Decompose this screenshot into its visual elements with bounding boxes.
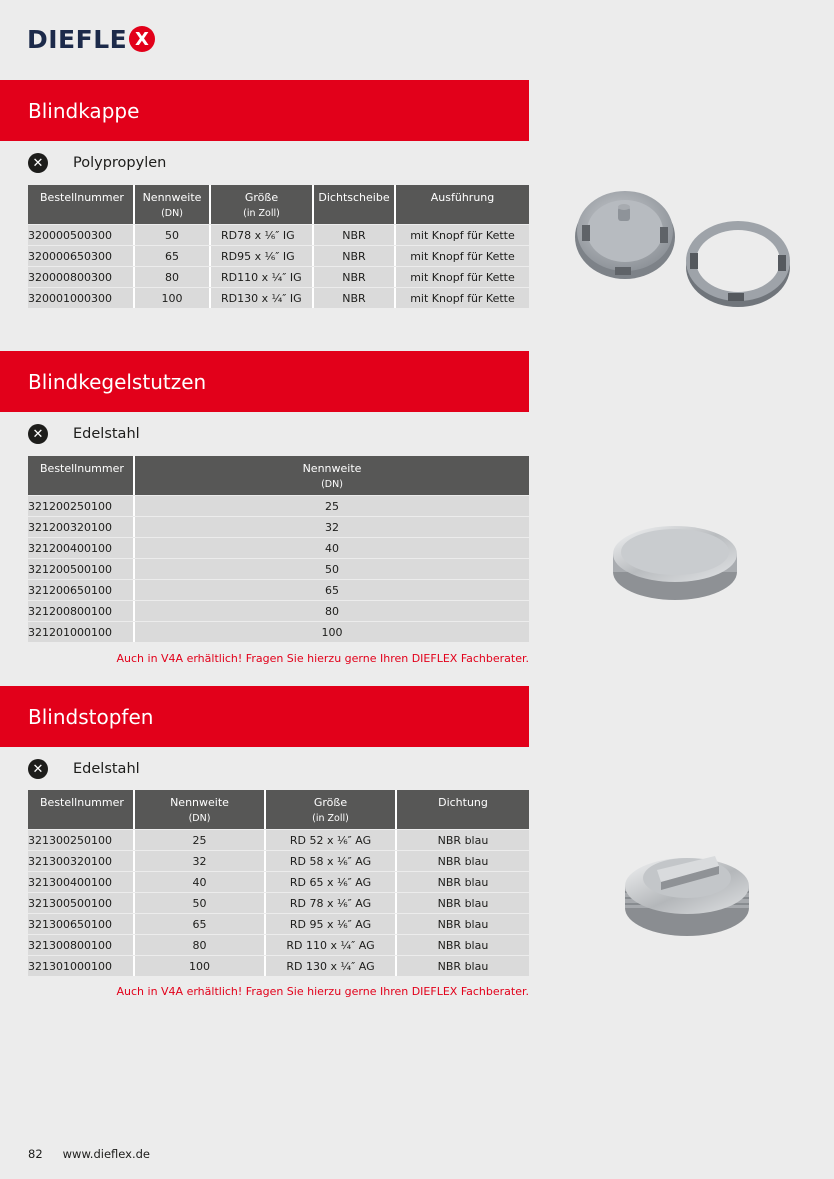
- table-cell: RD78 x ⅙″ IG: [211, 225, 314, 245]
- table-cell: 40: [135, 872, 266, 892]
- table-cell: RD130 x ¼″ IG: [211, 288, 314, 308]
- col-header: [211, 185, 314, 224]
- col-header-sub: (DN): [321, 479, 343, 490]
- table-row: [28, 830, 529, 850]
- table-cell: 320000650300: [28, 246, 135, 266]
- col-header-label: Größe: [313, 796, 348, 809]
- section-title-blindstopfen: [0, 686, 529, 747]
- col-header: [135, 456, 529, 495]
- table-cell: 50: [135, 893, 266, 913]
- blindkegelstutzen-product-image: [600, 510, 750, 610]
- page-number: 82: [28, 1147, 43, 1161]
- table-cell: 65: [135, 914, 266, 934]
- table-cell: NBR blau: [397, 830, 529, 850]
- table-cell: 80: [135, 267, 211, 287]
- col-header-sub: (in Zoll): [243, 208, 280, 219]
- table-cell: 80: [135, 935, 266, 955]
- col-header-label: Bestellnummer: [40, 462, 124, 475]
- table-cell: 320000800300: [28, 267, 135, 287]
- website-link[interactable]: www.dieflex.de: [62, 1147, 150, 1161]
- col-header-label: Dichtscheibe: [318, 191, 390, 204]
- table-cell: 25: [135, 496, 529, 516]
- v4a-note: Auch in V4A erhältlich! Fragen Sie hierzu gerne Ihren DIEFLEX Fachberater.: [116, 985, 529, 998]
- table-cell: 320000500300: [28, 225, 135, 245]
- table-cell: 321300250100: [28, 830, 135, 850]
- table-cell: 321300800100: [28, 935, 135, 955]
- table-row: [28, 496, 529, 516]
- section-title-blindkegelstutzen: [0, 351, 529, 412]
- product-table-blindkappe: [28, 184, 529, 309]
- material-label: [28, 423, 140, 445]
- table-row: [28, 517, 529, 537]
- col-header-label: Bestellnummer: [40, 191, 124, 204]
- table-cell: 50: [135, 559, 529, 579]
- col-header-label: Nennweite: [142, 191, 202, 204]
- table-cell: 32: [135, 851, 266, 871]
- table-cell: NBR: [314, 225, 396, 245]
- col-header: [266, 790, 397, 829]
- table-cell: NBR: [314, 246, 396, 266]
- brand-name: DIEFLE: [27, 24, 128, 54]
- col-header: [397, 790, 529, 829]
- table-cell: 100: [135, 622, 529, 642]
- material-label: [28, 152, 166, 174]
- material-text: Edelstahl: [73, 761, 140, 777]
- col-header-label: Bestellnummer: [40, 796, 124, 809]
- table-cell: 321301000100: [28, 956, 135, 976]
- table-row: [28, 914, 529, 934]
- table-cell: RD 52 x ⅙″ AG: [266, 830, 397, 850]
- table-cell: 100: [135, 956, 266, 976]
- table-row: [28, 538, 529, 558]
- table-cell: RD 95 x ⅙″ AG: [266, 914, 397, 934]
- table-cell: 321200400100: [28, 538, 135, 558]
- table-cell: mit Knopf für Kette: [396, 267, 529, 287]
- col-header-label: Nennweite: [302, 462, 362, 475]
- col-header: [135, 185, 211, 224]
- table-cell: RD110 x ¼″ IG: [211, 267, 314, 287]
- table-row: [28, 288, 529, 308]
- material-label: [28, 758, 140, 780]
- col-header-label: Größe: [244, 191, 279, 204]
- product-table-blindkegelstutzen: [28, 455, 529, 643]
- x-bullet-icon: ✕: [28, 424, 48, 444]
- col-header-label: Ausführung: [430, 191, 495, 204]
- col-header: [28, 185, 135, 224]
- brand-x-icon: X: [129, 26, 155, 52]
- table-cell: 65: [135, 580, 529, 600]
- table-cell: 321300320100: [28, 851, 135, 871]
- table-cell: RD 65 x ⅙″ AG: [266, 872, 397, 892]
- col-header-sub: (DN): [161, 208, 183, 219]
- col-header: [28, 790, 135, 829]
- table-cell: 321200500100: [28, 559, 135, 579]
- table-cell: 65: [135, 246, 211, 266]
- product-table-blindstopfen: [28, 789, 529, 977]
- table-row: [28, 956, 529, 976]
- table-cell: RD95 x ⅙″ IG: [211, 246, 314, 266]
- table-cell: 100: [135, 288, 211, 308]
- table-cell: 321200800100: [28, 601, 135, 621]
- table-cell: 321300500100: [28, 893, 135, 913]
- table-cell: NBR blau: [397, 914, 529, 934]
- table-cell: 321201000100: [28, 622, 135, 642]
- section-title-text: Blindkegelstutzen: [28, 369, 207, 394]
- table-cell: 50: [135, 225, 211, 245]
- table-cell: RD 130 x ¼″ AG: [266, 956, 397, 976]
- table-row: [28, 935, 529, 955]
- table-cell: 321300650100: [28, 914, 135, 934]
- section-title-text: Blindstopfen: [28, 704, 154, 729]
- table-cell: NBR: [314, 267, 396, 287]
- col-header-label: Dichtung: [438, 796, 488, 809]
- table-cell: 321200250100: [28, 496, 135, 516]
- table-row: [28, 267, 529, 287]
- section-title-text: Blindkappe: [28, 98, 140, 123]
- table-cell: RD 58 x ⅙″ AG: [266, 851, 397, 871]
- col-header-sub: (in Zoll): [312, 813, 349, 824]
- table-cell: 321200650100: [28, 580, 135, 600]
- blindstopfen-product-image: [615, 830, 760, 940]
- table-cell: RD 78 x ⅙″ AG: [266, 893, 397, 913]
- table-row: [28, 246, 529, 266]
- table-cell: NBR blau: [397, 872, 529, 892]
- page-footer: [28, 1147, 150, 1161]
- table-row: [28, 851, 529, 871]
- col-header-sub: (DN): [188, 813, 211, 824]
- table-cell: 320001000300: [28, 288, 135, 308]
- col-header: [135, 790, 266, 829]
- x-bullet-icon: ✕: [28, 759, 48, 779]
- table-cell: 25: [135, 830, 266, 850]
- table-cell: 80: [135, 601, 529, 621]
- table-cell: NBR blau: [397, 935, 529, 955]
- table-cell: mit Knopf für Kette: [396, 288, 529, 308]
- table-cell: 32: [135, 517, 529, 537]
- table-row: [28, 580, 529, 600]
- blindkappe-product-image: [570, 175, 810, 325]
- table-cell: 321200320100: [28, 517, 135, 537]
- v4a-note: Auch in V4A erhältlich! Fragen Sie hierzu gerne Ihren DIEFLEX Fachberater.: [116, 652, 529, 665]
- table-row: [28, 893, 529, 913]
- table-cell: mit Knopf für Kette: [396, 246, 529, 266]
- table-cell: NBR blau: [397, 893, 529, 913]
- section-title-blindkappe: [0, 80, 529, 141]
- table-row: [28, 225, 529, 245]
- material-text: Edelstahl: [73, 426, 140, 442]
- table-cell: NBR blau: [397, 851, 529, 871]
- table-cell: NBR blau: [397, 956, 529, 976]
- col-header: [314, 185, 396, 224]
- col-header-label: Nennweite: [170, 796, 229, 809]
- table-cell: 40: [135, 538, 529, 558]
- table-row: [28, 622, 529, 642]
- x-bullet-icon: ✕: [28, 153, 48, 173]
- table-cell: NBR: [314, 288, 396, 308]
- table-cell: mit Knopf für Kette: [396, 225, 529, 245]
- table-cell: 321300400100: [28, 872, 135, 892]
- material-text: Polypropylen: [73, 155, 167, 171]
- table-row: [28, 559, 529, 579]
- col-header: [396, 185, 529, 224]
- table-row: [28, 872, 529, 892]
- brand-logo: [27, 24, 155, 54]
- table-cell: RD 110 x ¼″ AG: [266, 935, 397, 955]
- table-row: [28, 601, 529, 621]
- col-header: [28, 456, 135, 495]
